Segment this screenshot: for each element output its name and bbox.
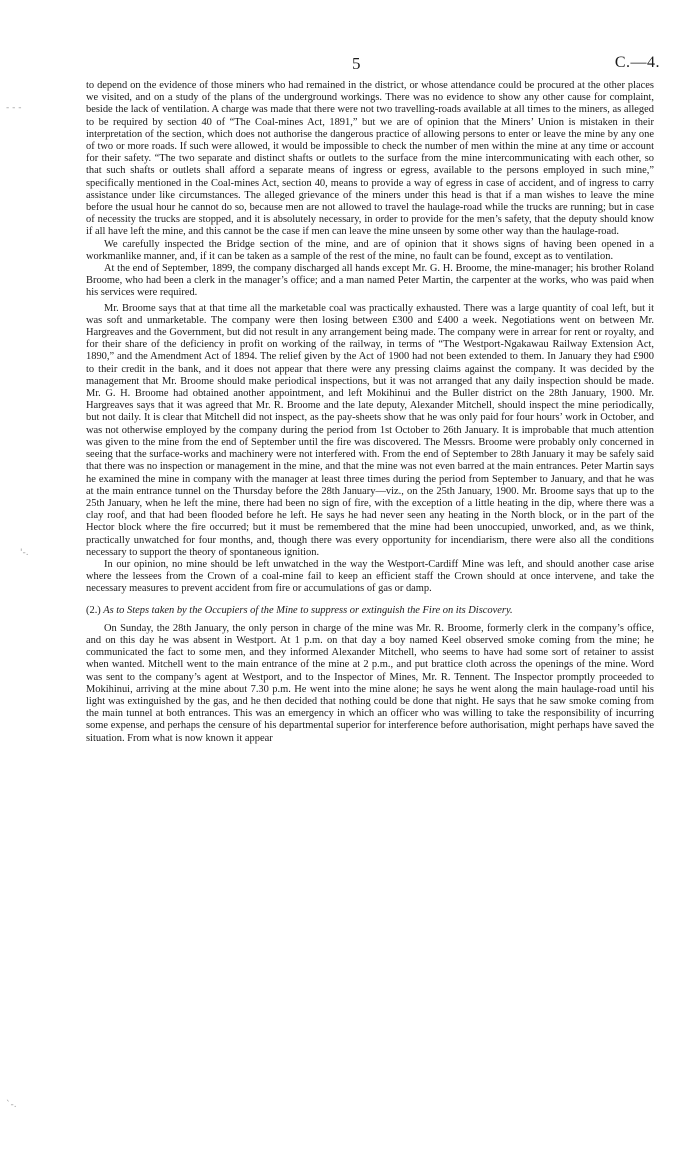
paragraph-discharge: At the end of September, 1899, the company discharged all hands except Mr. G. H. Broome, the mine-manager; his brother Roland Broome, who had been a clerk in the manager’s office; and a man named Peter Martin, the carpenter at the works, who was paid when his services were required.	[86, 263, 654, 299]
paragraph-travelling-roads: to depend on the evidence of those miners who had remained in the district, or whose attendance could be procured at the other places we visited, and on a study of the plans of the underground workings. There was no evidence to show any other cause for complaint, beside the lack of ventilation. A charge was made that there were not two travelling-roads available at all times to the miners, as alleged to be required by section 40 of “The Coal-mines Act, 1891,” but we are of opinion that the Miners’ Union is mistaken in their interpretation of the section, which does not authorise the dangerous practice of allowing persons to enter or leave the mine by any one of two or more roads. If such were allowed, it would be impossible to check the number of men within the mine at any time or account for their safety. “The two separate and distinct shafts or outlets to the surface from the mine intercommunicating with each other, so that such shafts or outlets shall afford a separate means of ingress or egress, available to the persons employed in such mine,” specifically mentioned in the Coal-mines Act, section 40, means to provide a way of egress in case of accident, and of ingress to carry assistance under like circumstances. The alleged grievance of the miners under this head is that if a man wishes to leave the mine before the usual hour he cannot do so, because men are not allowed to travel the haulage-road while the trucks are running; but in case of necessity the trucks are stopped, and it is absolutely necessary, in order to provide for the men’s safety, that the deputy should know if all have left the mine, and this cannot be the case if men can leave the mine unseen by some other way than the haulage-road.	[86, 80, 654, 238]
paragraph-fire-discovery: On Sunday, the 28th January, the only person in charge of the mine was Mr. R. Broome, formerly clerk in the company’s office, and on this day he was absent in Westport. At 1 p.m. on that day a boy named Keel observed smoke coming from the mine; he communicated the fact to some men, and they informed Alexander Mitchell, who seems to have had some sort of retainer to assist when wanted. Mitchell went to the main entrance of the mine at 2 p.m., and put brattice cloth across the openings of the mine. Word was sent to the company’s agent at Westport, and to the Inspector of Mines, Mr. R. Tennent. The Inspector promptly proceeded to Mokihinui, arriving at the mine about 7.30 p.m. He went into the mine alone; he says he went along the main haulage-road until his light was extinguished by the gas, and he then decided that nothing could be done that night. He says that he saw smoke coming from the main tunnel at both entrances. This was an emergency in which an officer who was willing to take the responsibility of incurring some expense, and perhaps the censure of his departmental superior for interference before authorisation, might perhaps have saved the situation. From what is now known it appear	[86, 622, 654, 744]
margin-mark: `-.	[6, 1100, 17, 1110]
margin-mark: '-.	[20, 548, 29, 558]
subheading-text: As to Steps taken by the Occupiers of the Mine to suppress or extinguish the Fire on its Discovery.	[103, 604, 513, 616]
page-header	[0, 54, 700, 74]
document-reference: C.—4.	[614, 54, 660, 71]
subheading-number: (2.)	[86, 604, 101, 616]
paragraph-bridge-section: We carefully inspected the Bridge section of the mine, and are of opinion that it shows signs of having been opened in a workmanlike manner, and, if it can be taken as a sample of the rest of the mine, no fault can be found, except as to ventilation.	[86, 238, 654, 262]
body-text	[86, 80, 654, 745]
paragraph-opinion: In our opinion, no mine should be left unwatched in the way the Westport-Cardiff Mine was left, and should another case arise where the lessees from the Crown of a coal-mine fail to keep an efficient staff the Crown should at once intervene, and take the necessary measures to prevent accident from fire or accumulations of gas or damp.	[86, 558, 654, 595]
page-number: 5	[352, 54, 361, 73]
margin-mark: - - -	[6, 103, 22, 113]
paragraph-broome-statement: Mr. Broome says that at that time all the marketable coal was practically exhausted. There was a large quantity of coal left, but it was soft and unmarketable. The company were then losing between £300 and £400 a week. Negotiations went on between Mr. Hargreaves and the Government, but did not result in any arrangement being made. The company were in arrear for rent or royalty, and for their share of the deficiency in profit on working of the railway, in terms of “The Westport-Ngakawau Railway Extension Act, 1890,” and the Amendment Act of 1894. The relief given by the Act of 1900 had not been extended to them. In January they had £900 to their credit in the bank, and it does not appear that there were any pressing claims against the company. It was decided by the management that Mr. Broome should make periodical inspections, but it was not arranged that any daily inspection should be made. Mr. G. H. Broome had obtained another appointment, and left Mokihinui and the Buller district on the 28th January, 1900. Mr. Hargreaves says that it was agreed that Mr. R. Broome and the late deputy, Alexander Mitchell, should inspect the mine periodically, but not daily. It is clear that Mitchell did not inspect, as the pay-sheets show that he was only paid for four hours’ work in October, and was not otherwise employed by the company during the period from 1st October to 26th January. It is improbable that much attention was given to the mine from the end of September until the fire was discovered. The Messrs. Broome were probably only concerned in seeing that the surface-works and machinery were not interfered with. From the end of September to 28th January it may be safely said that there was no inspection or management in the mine, and that the mine was not even barred at the main entrances. Peter Martin says he examined the mine in company with the manager at least three times during the period from September to January, and that he was at the main entrance tunnel on the Thursday before the 28th January—viz., on the 25th January, 1900. Mr. Broome says that up to the 25th January, when he left the mine, there had been no sign of fire, with the exception of a little heating in the dip, where there was a clay roof, and that had been flooded before he left. He says he had never seen any heating in the North block, or in the part of the Hector block where the fire occurred; but it must be remembered that the mine had been unoccupied, unworked, and, as we think, practically unwatched for four months, and, though there was every opportunity for incendiarism, there were also all the conditions necessary to support the theory of spontaneous ignition.	[86, 302, 654, 558]
section-subheading	[86, 605, 654, 617]
